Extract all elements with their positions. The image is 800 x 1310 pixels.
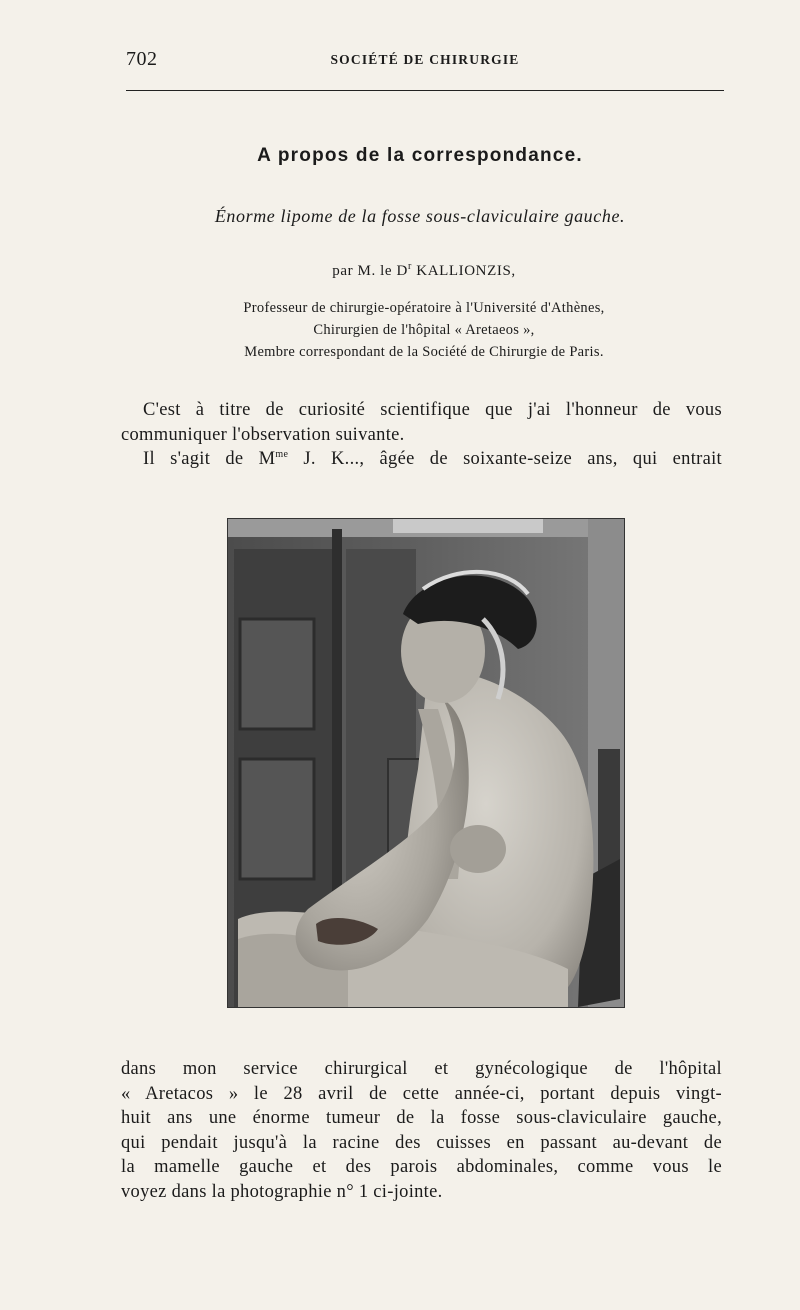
patient-photograph (227, 518, 625, 1008)
byline-name: KALLIONZIS, (416, 263, 516, 279)
affiliations (0, 297, 800, 363)
text-line: la mamelle gauche et des parois abdominales, comme vous le (121, 1157, 722, 1177)
section-title: A propos de la correspondance. (257, 145, 583, 166)
article-title: Énorme lipome de la fosse sous-claviculaire gauche. (214, 206, 626, 226)
text-sup: me (275, 448, 289, 460)
continuation-paragraph (121, 1057, 722, 1204)
affiliation-line: Chirurgien de l'hôpital « Aretaeos », (313, 322, 535, 338)
running-head: SOCIÉTÉ DE CHIRURGIE (330, 52, 520, 67)
byline-prefix: par M. le D (332, 263, 408, 279)
text-fragment: Il s'agit de M (143, 449, 276, 469)
text-line: voyez dans la photographie n° 1 ci-jointe. (121, 1181, 443, 1202)
byline-sup: r (407, 261, 412, 272)
photograph-illustration (228, 519, 624, 1007)
text-line: qui pendait jusqu'à la racine des cuisses en passant au-devant de (121, 1132, 722, 1153)
second-paragraph (121, 447, 722, 472)
text-line: « Aretacos » le 28 avril de cette année-ci, portant depuis vingt- (121, 1083, 722, 1104)
text-line: C'est à titre de curiosité scientifique que j'ai l'honneur de vous (143, 400, 722, 420)
text-fragment: J. K..., âgée de soixante-seize ans, qui entrait (288, 449, 722, 469)
header-rule (126, 90, 724, 91)
text-line: dans mon service chirurgical et gynécologique de l'hôpital (121, 1059, 722, 1079)
intro-paragraph (121, 398, 722, 447)
affiliation-line: Professeur de chirurgie-opératoire à l'Université d'Athènes, (243, 300, 605, 316)
page-number: 702 (126, 48, 158, 70)
affiliation-line: Membre correspondant de la Société de Chirurgie de Paris. (244, 344, 604, 360)
text-line: communiquer l'observation suivante. (121, 424, 405, 445)
text-line (121, 447, 722, 472)
text-line: huit ans une énorme tumeur de la fosse sous-claviculaire gauche, (121, 1108, 722, 1128)
byline (0, 261, 800, 280)
